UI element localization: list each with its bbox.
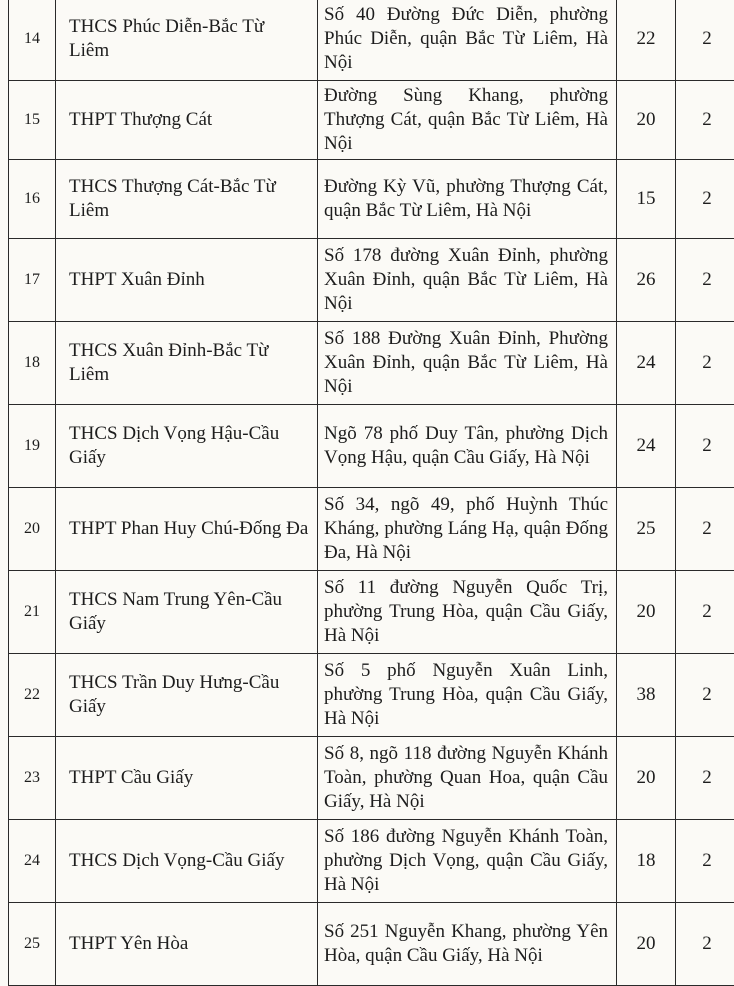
school-address: Số 186 đường Nguyễn Khánh Toàn, phường Dịch Vọng, quận Cầu Giấy, Hà Nội [318, 820, 617, 903]
school-name: THCS Nam Trung Yên-Cầu Giấy [56, 571, 318, 654]
school-address: Số 188 Đường Xuân Đỉnh, Phường Xuân Đỉnh, quận Bắc Từ Liêm, Hà Nội [318, 322, 617, 405]
table-row [9, 820, 734, 903]
row-number: 17 [9, 239, 56, 322]
number-value: 20 [617, 903, 676, 986]
count-value: 2 [676, 0, 734, 81]
school-name: THPT Yên Hòa [56, 903, 318, 986]
school-name: THCS Dịch Vọng-Cầu Giấy [56, 820, 318, 903]
count-value: 2 [676, 322, 734, 405]
count-value: 2 [676, 903, 734, 986]
row-number: 19 [9, 405, 56, 488]
count-value: 2 [676, 405, 734, 488]
table-row [9, 0, 734, 81]
school-address: Số 178 đường Xuân Đỉnh, phường Xuân Đỉnh, quận Bắc Từ Liêm, Hà Nội [318, 239, 617, 322]
school-address: Số 34, ngõ 49, phố Huỳnh Thúc Kháng, phường Láng Hạ, quận Đống Đa, Hà Nội [318, 488, 617, 571]
number-value: 38 [617, 654, 676, 737]
school-name: THPT Xuân Đỉnh [56, 239, 318, 322]
number-value: 24 [617, 322, 676, 405]
number-value: 25 [617, 488, 676, 571]
table-row [9, 239, 734, 322]
row-number: 14 [9, 0, 56, 81]
school-address: Số 40 Đường Đức Diễn, phường Phúc Diễn, quận Bắc Từ Liêm, Hà Nội [318, 0, 617, 81]
school-name: THCS Dịch Vọng Hậu-Cầu Giấy [56, 405, 318, 488]
school-address: Số 5 phố Nguyễn Xuân Linh, phường Trung Hòa, quận Cầu Giấy, Hà Nội [318, 654, 617, 737]
table-row [9, 737, 734, 820]
count-value: 2 [676, 160, 734, 239]
school-name: THPT Thượng Cát [56, 81, 318, 160]
number-value: 20 [617, 737, 676, 820]
school-address: Số 8, ngõ 118 đường Nguyễn Khánh Toàn, phường Quan Hoa, quận Cầu Giấy, Hà Nội [318, 737, 617, 820]
count-value: 2 [676, 488, 734, 571]
row-number: 24 [9, 820, 56, 903]
school-name: THPT Phan Huy Chú-Đống Đa [56, 488, 318, 571]
school-name: THCS Trần Duy Hưng-Cầu Giấy [56, 654, 318, 737]
number-value: 26 [617, 239, 676, 322]
school-address: Số 11 đường Nguyễn Quốc Trị, phường Trung Hòa, quận Cầu Giấy, Hà Nội [318, 571, 617, 654]
table-row [9, 571, 734, 654]
row-number: 18 [9, 322, 56, 405]
school-name: THPT Cầu Giấy [56, 737, 318, 820]
school-address: Đường Kỳ Vũ, phường Thượng Cát, quận Bắc Từ Liêm, Hà Nội [318, 160, 617, 239]
row-number: 15 [9, 81, 56, 160]
row-number: 21 [9, 571, 56, 654]
number-value: 22 [617, 0, 676, 81]
count-value: 2 [676, 737, 734, 820]
number-value: 18 [617, 820, 676, 903]
count-value: 2 [676, 820, 734, 903]
table-row [9, 81, 734, 160]
table-row [9, 654, 734, 737]
school-name: THCS Thượng Cát-Bắc Từ Liêm [56, 160, 318, 239]
table-row [9, 405, 734, 488]
school-name: THCS Phúc Diễn-Bắc Từ Liêm [56, 0, 318, 81]
row-number: 16 [9, 160, 56, 239]
table-row [9, 903, 734, 986]
school-address: Số 251 Nguyễn Khang, phường Yên Hòa, quận Cầu Giấy, Hà Nội [318, 903, 617, 986]
count-value: 2 [676, 239, 734, 322]
schools-table [8, 0, 734, 986]
row-number: 20 [9, 488, 56, 571]
row-number: 22 [9, 654, 56, 737]
count-value: 2 [676, 654, 734, 737]
number-value: 24 [617, 405, 676, 488]
school-address: Đường Sùng Khang, phường Thượng Cát, quận Bắc Từ Liêm, Hà Nội [318, 81, 617, 160]
row-number: 25 [9, 903, 56, 986]
table-row [9, 322, 734, 405]
count-value: 2 [676, 81, 734, 160]
table-row [9, 160, 734, 239]
number-value: 20 [617, 571, 676, 654]
number-value: 15 [617, 160, 676, 239]
row-number: 23 [9, 737, 56, 820]
table-row [9, 488, 734, 571]
number-value: 20 [617, 81, 676, 160]
school-address: Ngõ 78 phố Duy Tân, phường Dịch Vọng Hậu, quận Cầu Giấy, Hà Nội [318, 405, 617, 488]
school-name: THCS Xuân Đỉnh-Bắc Từ Liêm [56, 322, 318, 405]
count-value: 2 [676, 571, 734, 654]
